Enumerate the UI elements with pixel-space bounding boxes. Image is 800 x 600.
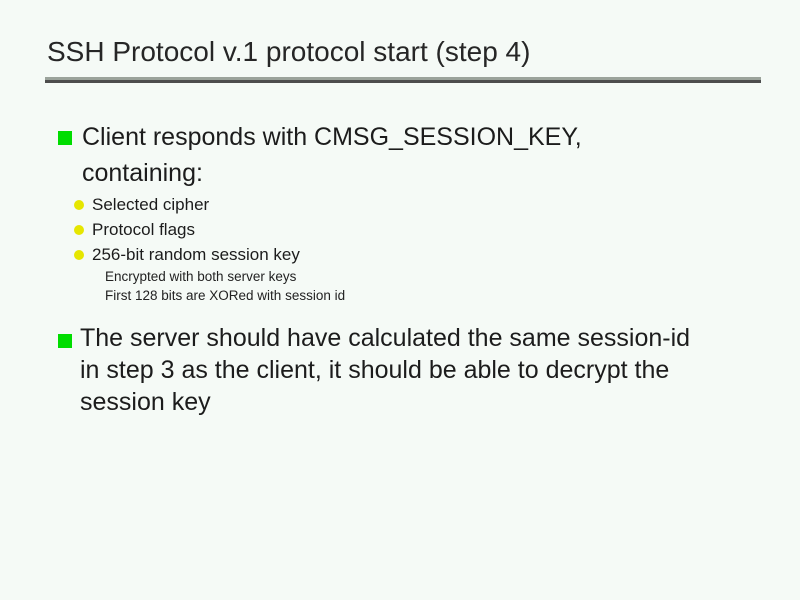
sub-bullet-label: Selected cipher [92, 195, 210, 214]
bullet-2-line-2: in step 3 as the client, it should be able to decrypt the [80, 356, 670, 384]
bullet-2-text [80, 322, 690, 418]
yellow-dot-bullet-icon [74, 250, 84, 260]
slide-title: SSH Protocol v.1 protocol start (step 4) [47, 36, 531, 67]
sub-sub-bullet-line-2: First 128 bits are XORed with session id [105, 288, 346, 303]
green-square-bullet-icon [58, 334, 72, 348]
sub-bullet-label: Protocol flags [92, 220, 195, 239]
bullet-1-text [82, 119, 582, 191]
bullet-1-line-2: containing: [82, 159, 203, 187]
yellow-dot-bullet-icon [74, 225, 84, 235]
bullet-2-line-1: The server should have calculated the same session-id [80, 324, 691, 352]
bullet-2-line-3: session key [80, 388, 211, 416]
green-square-bullet-icon [58, 131, 72, 145]
yellow-dot-bullet-icon [74, 200, 84, 210]
sub-bullet-list [74, 192, 300, 267]
sub-bullet-item [74, 242, 300, 267]
sub-bullet-item [74, 217, 300, 242]
sub-bullet-label: 256-bit random session key [92, 245, 300, 264]
bullet-item-1 [58, 119, 582, 191]
bullet-item-2 [58, 322, 690, 418]
sub-sub-bullet-line-1: Encrypted with both server keys [105, 269, 297, 284]
sub-bullet-item [74, 192, 300, 217]
sub-sub-bullet-list [105, 267, 345, 305]
bullet-1-line-1: Client responds with CMSG_SESSION_KEY, [82, 123, 582, 151]
title-underline-rule [45, 77, 761, 83]
